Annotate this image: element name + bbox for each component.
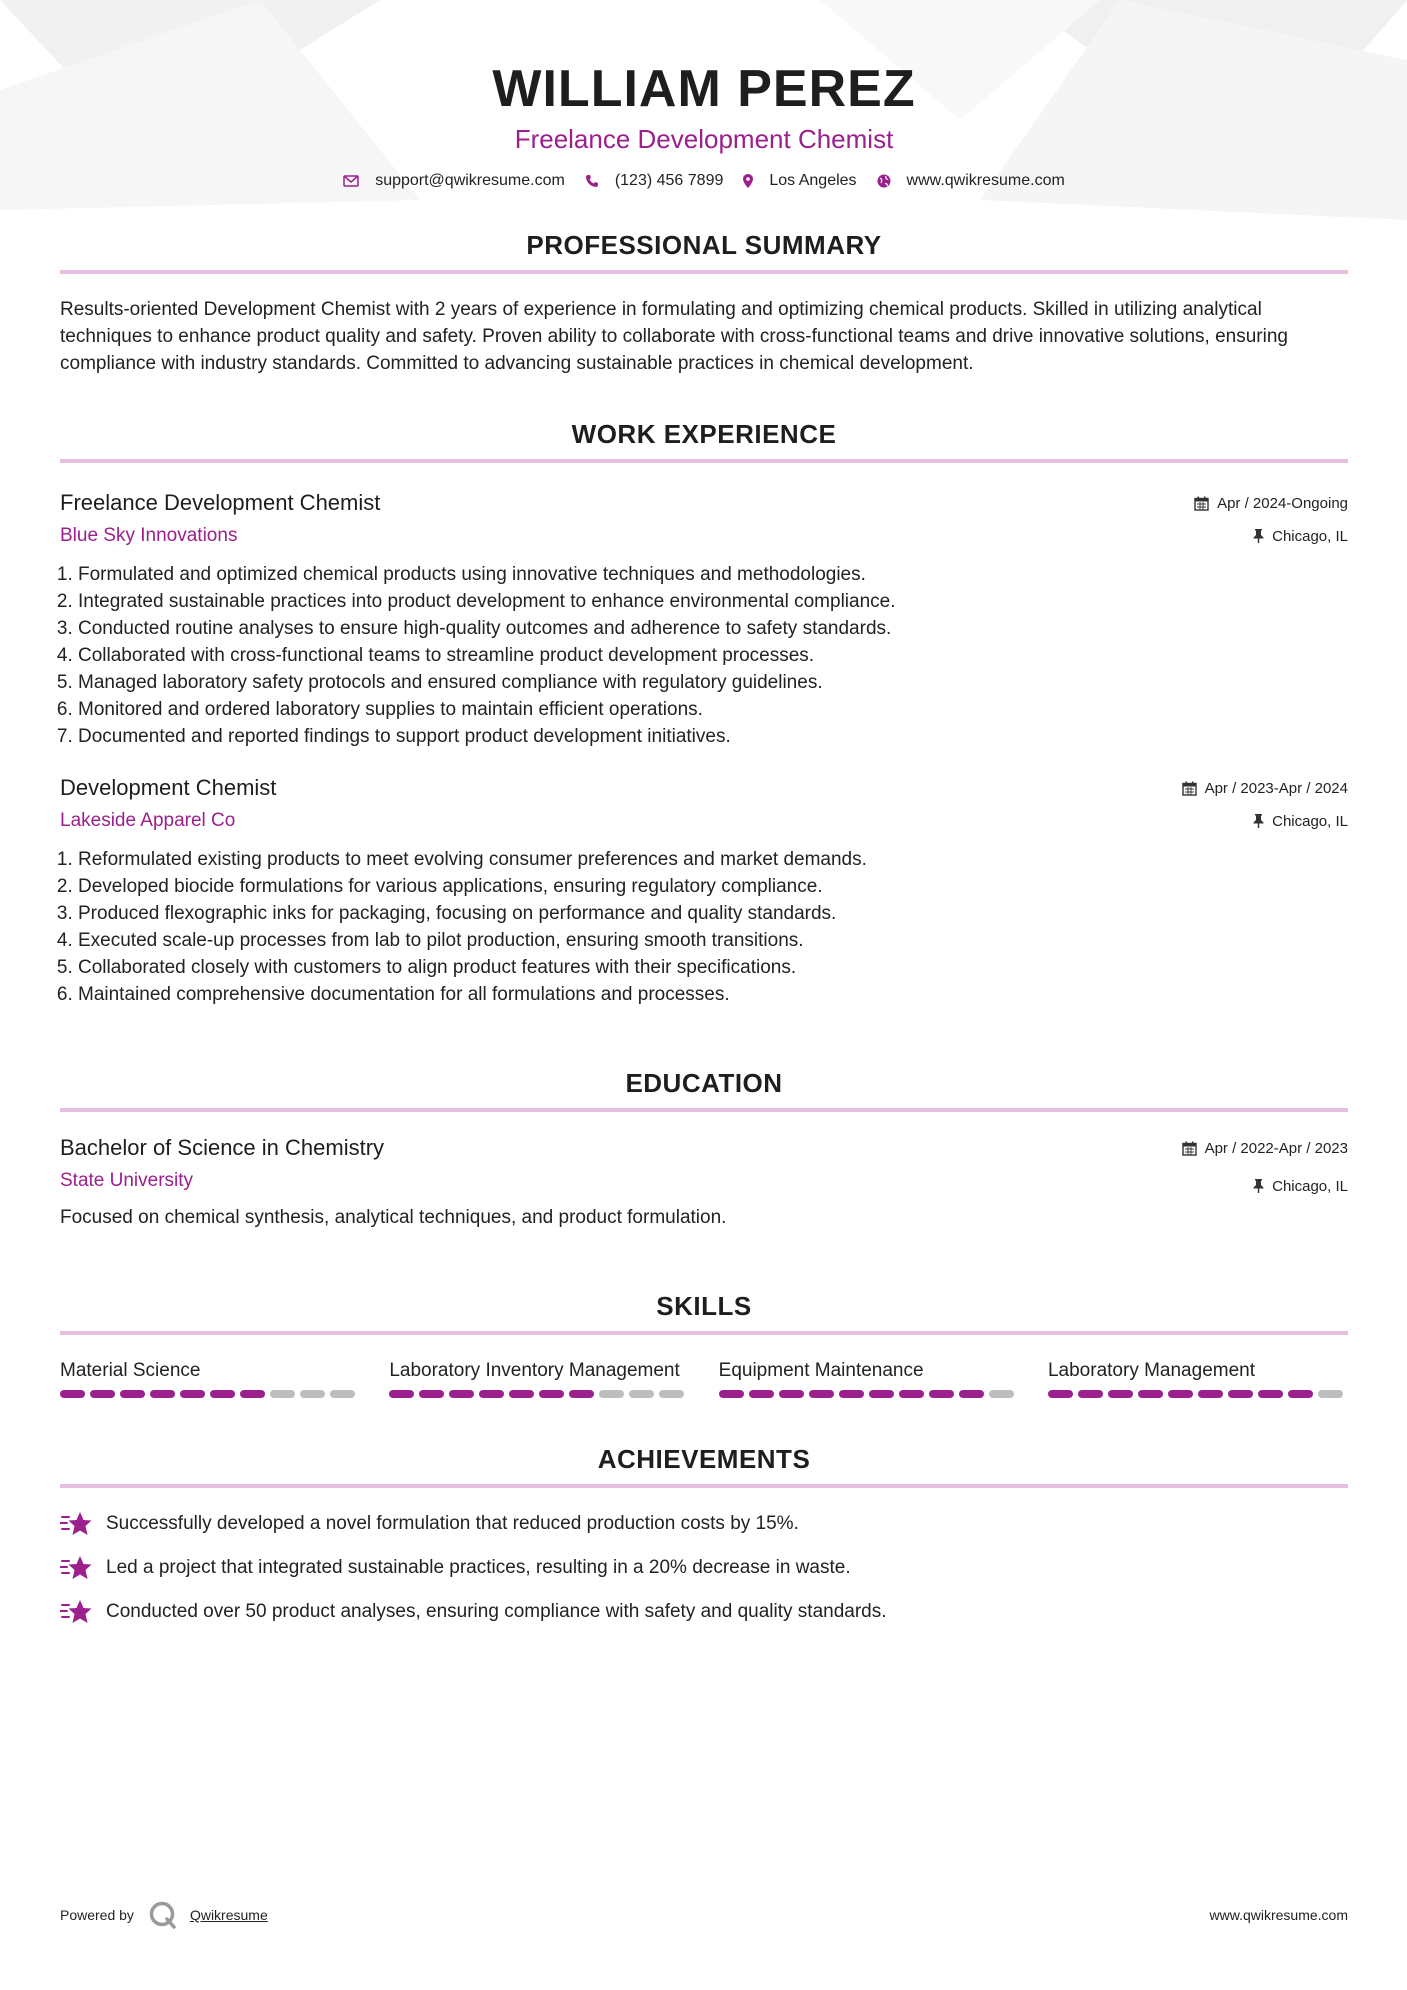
skill-dot-filled	[120, 1390, 145, 1398]
skill-rating	[719, 1390, 1019, 1398]
section-divider	[60, 1108, 1348, 1112]
education-section	[60, 1066, 1348, 1231]
skill-dot-empty	[270, 1390, 295, 1398]
achievements-section	[60, 1442, 1348, 1625]
skill-dot-empty	[659, 1390, 684, 1398]
skill-name: Equipment Maintenance	[718, 1360, 924, 1381]
achievement-item	[60, 1554, 1348, 1581]
skill-dot-filled	[869, 1390, 894, 1398]
section-divider	[60, 270, 1348, 274]
qwikresume-logo-icon	[148, 1900, 178, 1930]
skill-dot-filled	[1198, 1390, 1223, 1398]
skill-item	[60, 1357, 360, 1398]
candidate-title: Freelance Development Chemist	[514, 124, 894, 154]
job-entry	[60, 774, 1348, 1008]
calendar-icon	[1194, 496, 1209, 511]
skill-dot-filled	[719, 1390, 744, 1398]
contact-email[interactable]	[343, 172, 565, 190]
skill-dot-empty	[1318, 1390, 1343, 1398]
summary-section	[60, 228, 1348, 377]
phone-icon	[585, 174, 599, 188]
list-item: 3. Produced flexographic inks for packaging, focusing on performance and quality standards.	[78, 900, 1348, 927]
job-bullets	[60, 846, 1348, 1008]
skill-dot-filled	[1168, 1390, 1193, 1398]
skill-dot-filled	[899, 1390, 924, 1398]
skills-heading: SKILLS	[656, 1291, 752, 1321]
candidate-name: WILLIAM PEREZ	[492, 60, 916, 118]
list-item: 6. Monitored and ordered laboratory supplies to maintain efficient operations.	[78, 696, 1348, 723]
list-item: 1. Formulated and optimized chemical products using innovative techniques and methodologies.	[78, 561, 1348, 588]
skill-dot-filled	[779, 1390, 804, 1398]
list-item: 2. Developed biocide formulations for various applications, ensuring regulatory compliance.	[78, 873, 1348, 900]
pushpin-icon	[1253, 1179, 1264, 1193]
job-meta	[1182, 778, 1348, 831]
job-location-text: Chicago, IL	[1272, 812, 1348, 830]
achievement-item	[60, 1598, 1348, 1625]
skill-dot-filled	[749, 1390, 774, 1398]
list-item: 2. Integrated sustainable practices into product development to enhance environmental compliance.	[78, 588, 1348, 615]
education-description: Focused on chemical synthesis, analytical techniques, and product formulation.	[60, 1207, 727, 1228]
job-dates-text: Apr / 2023-Apr / 2024	[1204, 779, 1348, 797]
job-bullets	[60, 561, 1348, 750]
education-heading: EDUCATION	[625, 1068, 783, 1098]
skills-grid	[60, 1357, 1348, 1398]
list-item: 6. Maintained comprehensive documentation for all formulations and processes.	[78, 981, 1348, 1008]
skill-dot-filled	[210, 1390, 235, 1398]
achievements-heading: ACHIEVEMENTS	[597, 1444, 811, 1474]
education-entry	[60, 1134, 1348, 1231]
pushpin-icon	[1253, 814, 1264, 828]
globe-icon	[877, 174, 891, 188]
list-item: 4. Executed scale-up processes from lab to pilot production, ensuring smooth transitions.	[78, 927, 1348, 954]
skill-rating	[60, 1390, 360, 1398]
brand-link[interactable]: Qwikresume	[189, 1907, 268, 1923]
skill-name: Laboratory Inventory Management	[389, 1360, 680, 1381]
list-item: 1. Reformulated existing products to meet evolving consumer preferences and market demands.	[78, 846, 1348, 873]
skill-dot-filled	[180, 1390, 205, 1398]
pushpin-icon	[1253, 529, 1264, 543]
skill-dot-filled	[1138, 1390, 1163, 1398]
page-footer	[60, 1900, 1348, 1930]
contact-phone-text: (123) 456 7899	[614, 172, 724, 189]
skill-dot-filled	[90, 1390, 115, 1398]
contact-location	[743, 172, 856, 190]
education-dates-text: Apr / 2022-Apr / 2023	[1204, 1139, 1348, 1157]
map-pin-icon	[743, 174, 753, 188]
achievement-text: Successfully developed a novel formulation that reduced production costs by 15%.	[106, 1513, 799, 1534]
education-dates	[1182, 1138, 1348, 1158]
skill-dot-filled	[60, 1390, 85, 1398]
contact-website[interactable]	[877, 172, 1065, 190]
skill-dot-empty	[330, 1390, 355, 1398]
contact-website-text: www.qwikresume.com	[906, 172, 1065, 189]
contact-phone[interactable]	[585, 172, 724, 190]
footer-branding	[60, 1900, 268, 1930]
school-name: State University	[60, 1170, 194, 1191]
achievements-list	[60, 1510, 1348, 1625]
skill-dot-filled	[1048, 1390, 1073, 1398]
skill-dot-filled	[240, 1390, 265, 1398]
powered-by-label: Powered by	[60, 1907, 134, 1923]
skill-dot-filled	[419, 1390, 444, 1398]
skill-dot-empty	[629, 1390, 654, 1398]
summary-heading: PROFESSIONAL SUMMARY	[526, 230, 882, 260]
skill-rating	[389, 1390, 689, 1398]
skill-dot-filled	[1108, 1390, 1133, 1398]
job-dates	[1194, 493, 1348, 513]
achievement-text: Led a project that integrated sustainable practices, resulting in a 20% decrease in waste.	[106, 1557, 851, 1578]
section-divider	[60, 1331, 1348, 1335]
list-item: 3. Conducted routine analyses to ensure high-quality outcomes and adherence to safety standards.	[78, 615, 1348, 642]
star-icon	[60, 1511, 92, 1537]
skill-dot-filled	[569, 1390, 594, 1398]
contact-email-text: support@qwikresume.com	[375, 172, 565, 189]
skill-dot-filled	[150, 1390, 175, 1398]
skill-dot-filled	[809, 1390, 834, 1398]
job-location	[1194, 526, 1348, 546]
section-divider	[60, 1484, 1348, 1488]
job-company: Blue Sky Innovations	[60, 525, 238, 546]
job-entry	[60, 489, 1348, 750]
skill-name: Material Science	[60, 1360, 201, 1381]
job-location-text: Chicago, IL	[1272, 527, 1348, 545]
star-icon	[60, 1555, 92, 1581]
education-location	[1182, 1176, 1348, 1196]
experience-section	[60, 417, 1348, 1008]
job-company: Lakeside Apparel Co	[60, 810, 236, 831]
education-location-text: Chicago, IL	[1272, 1177, 1348, 1195]
skill-name: Laboratory Management	[1047, 1360, 1255, 1381]
list-item: 5. Managed laboratory safety protocols and ensured compliance with regulatory guidelines.	[78, 669, 1348, 696]
skill-rating	[1048, 1390, 1348, 1398]
job-title: Freelance Development Chemist	[60, 490, 381, 515]
skill-dot-filled	[1078, 1390, 1103, 1398]
section-divider	[60, 459, 1348, 463]
skill-dot-filled	[509, 1390, 534, 1398]
skill-dot-filled	[1228, 1390, 1253, 1398]
skill-dot-filled	[389, 1390, 414, 1398]
skill-dot-empty	[599, 1390, 624, 1398]
list-item: 4. Collaborated with cross-functional teams to streamline product development processes.	[78, 642, 1348, 669]
experience-heading: WORK EXPERIENCE	[571, 419, 837, 449]
footer-website[interactable]: www.qwikresume.com	[1209, 1907, 1348, 1923]
skill-item	[719, 1357, 1019, 1398]
resume-header	[60, 0, 1348, 190]
skill-dot-filled	[539, 1390, 564, 1398]
calendar-icon	[1182, 781, 1197, 796]
job-title: Development Chemist	[60, 775, 277, 800]
job-location	[1182, 811, 1348, 831]
job-dates	[1182, 778, 1348, 798]
list-item: 5. Collaborated closely with customers to align product features with their specifications.	[78, 954, 1348, 981]
job-dates-text: Apr / 2024-Ongoing	[1217, 494, 1348, 512]
contact-bar	[60, 172, 1348, 190]
skill-dot-filled	[1288, 1390, 1313, 1398]
contact-location-text: Los Angeles	[769, 172, 857, 189]
achievement-text: Conducted over 50 product analyses, ensuring compliance with safety and quality standards.	[106, 1601, 887, 1622]
skill-dot-filled	[1258, 1390, 1283, 1398]
skills-section	[60, 1289, 1348, 1398]
list-item: 7. Documented and reported findings to support product development initiatives.	[78, 723, 1348, 750]
star-icon	[60, 1599, 92, 1625]
skill-dot-filled	[449, 1390, 474, 1398]
skill-dot-empty	[300, 1390, 325, 1398]
summary-text: Results-oriented Development Chemist with 2 years of experience in formulating and optimizing chemical products. Skilled in utilizing analytical techniques to enhance product quality and safety. Proven ability to collaborate with cross-functional teams and drive innovative solutions, ensuring compliance with industry standards. Committed to advancing sustainable practices in chemical development.	[60, 299, 1288, 374]
skill-item	[389, 1357, 689, 1398]
skill-dot-filled	[959, 1390, 984, 1398]
education-meta	[1182, 1138, 1348, 1196]
skill-dot-empty	[989, 1390, 1014, 1398]
skill-item	[1048, 1357, 1348, 1398]
calendar-icon	[1182, 1141, 1197, 1156]
skill-dot-filled	[839, 1390, 864, 1398]
skill-dot-filled	[929, 1390, 954, 1398]
skill-dot-filled	[479, 1390, 504, 1398]
achievement-item	[60, 1510, 1348, 1537]
job-meta	[1194, 493, 1348, 546]
envelope-icon	[343, 175, 359, 187]
degree-title: Bachelor of Science in Chemistry	[60, 1135, 385, 1160]
